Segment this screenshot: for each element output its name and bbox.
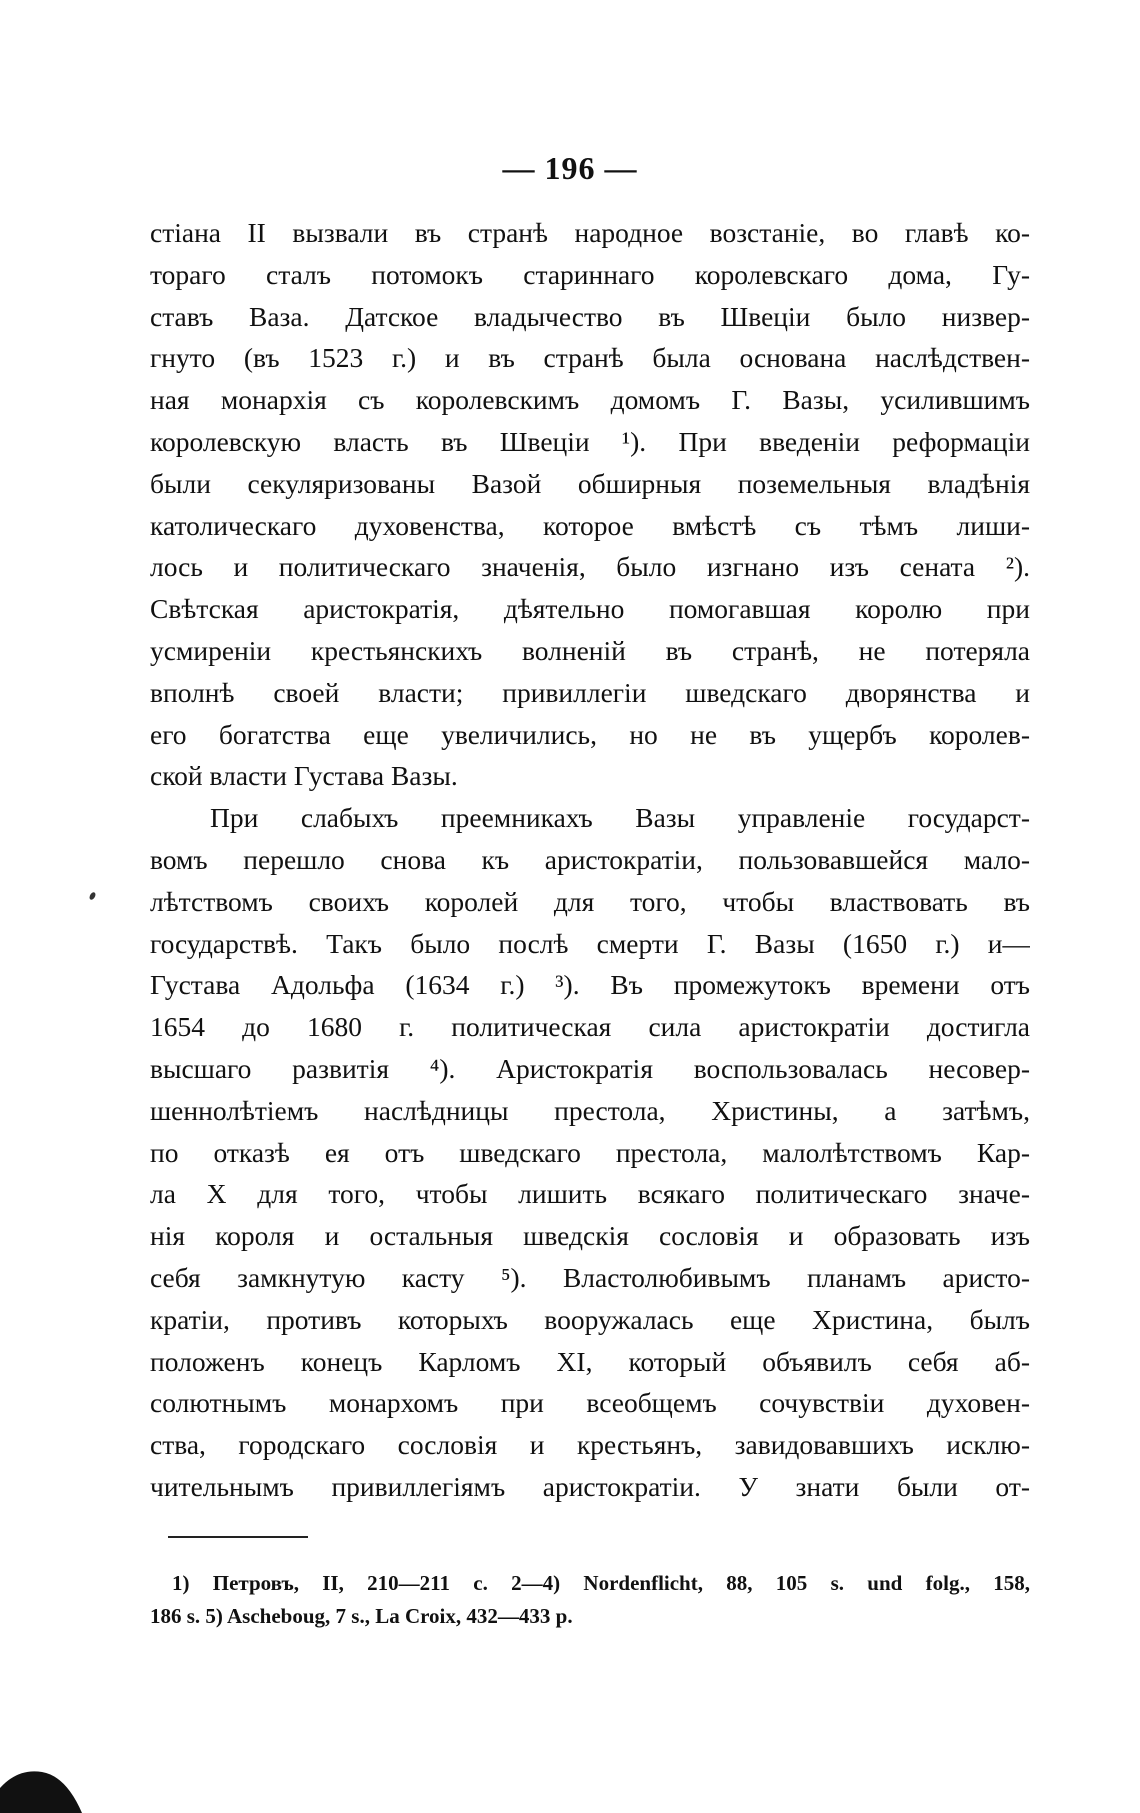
text-line: королевскую власть въ Швеціи ¹). При введеніи реформаціи	[150, 425, 1030, 457]
text-line: лѣтствомъ своихъ королей для того, чтобы властвовать въ	[150, 885, 1030, 917]
text-line: ской власти Густава Вазы.	[150, 760, 458, 792]
text-line: тораго сталъ потомокъ стариннаго королевскаго дома, Гу-	[150, 258, 1030, 290]
text-line: 1654 до 1680 г. политическая сила аристократіи достигла	[150, 1011, 1030, 1043]
body-text	[150, 212, 1030, 1508]
text-line: стіана II вызвали въ странѣ народное возстаніе, во главѣ ко-	[150, 217, 1030, 248]
text-line: Свѣтская аристократія, дѣятельно помогавшая королю при	[150, 593, 1030, 625]
text-line: ства, городскаго сословія и крестьянъ, завидовавшихъ исклю-	[150, 1429, 1030, 1461]
text-line: нія короля и остальныя шведскія сословія и образовать изъ	[150, 1220, 1030, 1252]
text-line: его богатства еще увеличились, но не въ ущербъ королев-	[150, 718, 1030, 750]
ink-speck	[88, 891, 96, 900]
text-line: Густава Адольфа (1634 г.) ³). Въ промежутокъ времени отъ	[150, 969, 1030, 1001]
text-line: государствѣ. Такъ было послѣ смерти Г. Вазы (1650 г.) и—	[150, 927, 1030, 959]
text-line: высшаго развитія ⁴). Аристократія воспользовалась несовер-	[150, 1052, 1030, 1084]
text-line: лось и политическаго значенія, было изгнано изъ сената ²).	[150, 551, 1030, 583]
text-line: чительнымъ привиллегіямъ аристократіи. У знати были от-	[150, 1470, 1030, 1502]
text-line: ная монархія съ королевскимъ домомъ Г. Вазы, усилившимъ	[150, 384, 1030, 416]
text-line: по отказѣ ея отъ шведскаго престола, малолѣтствомъ Кар-	[150, 1136, 1030, 1168]
footnote-divider	[168, 1536, 308, 1538]
text-line: были секуляризованы Вазой обширныя поземельныя владѣнія	[150, 467, 1030, 499]
text-line: шеннолѣтіемъ наслѣдницы престола, Христины, а затѣмъ,	[150, 1094, 1030, 1126]
text-line: католическаго духовенства, которое вмѣстѣ съ тѣмъ лиши-	[150, 509, 1030, 541]
text-line: вомъ перешло снова къ аристократіи, пользовавшейся мало-	[150, 843, 1030, 875]
footnote-line: 186 s. 5) Ascheboug, 7 s., La Croix, 432—433 p.	[150, 1604, 573, 1628]
footnote-line: 1) Петровъ, II, 210—211 с. 2—4) Nordenflicht, 88, 105 s. und folg., 158,	[172, 1571, 1030, 1595]
text-line: усмиреніи крестьянскихъ волненій въ странѣ, не потеряла	[150, 634, 1030, 666]
text-line: кратіи, противъ которыхъ вооружалась еще Христина, былъ	[150, 1303, 1030, 1335]
text-line: солютнымъ монархомъ при всеобщемъ сочувствіи духовен-	[150, 1387, 1030, 1419]
page-number: — 196 —	[502, 150, 638, 186]
paragraph-first-line: При слабыхъ преемникахъ Вазы управленіе государст-	[210, 802, 1030, 834]
text-line: ставъ Ваза. Датское владычество въ Швеціи было низвер-	[150, 300, 1030, 332]
text-line: вполнѣ своей власти; привиллегіи шведскаго дворянства и	[150, 676, 1030, 708]
text-line: положенъ конецъ Карломъ XI, который объявилъ себя аб-	[150, 1345, 1030, 1377]
text-line: гнуто (въ 1523 г.) и въ странѣ была основана наслѣдствен-	[150, 342, 1030, 374]
text-line: себя замкнутую касту ⁵). Властолюбивымъ планамъ аристо-	[150, 1261, 1030, 1293]
footnotes	[150, 1567, 1030, 1633]
text-line: ла X для того, чтобы лишить всякаго политическаго значе-	[150, 1178, 1030, 1210]
ink-blot	[0, 1758, 82, 1813]
